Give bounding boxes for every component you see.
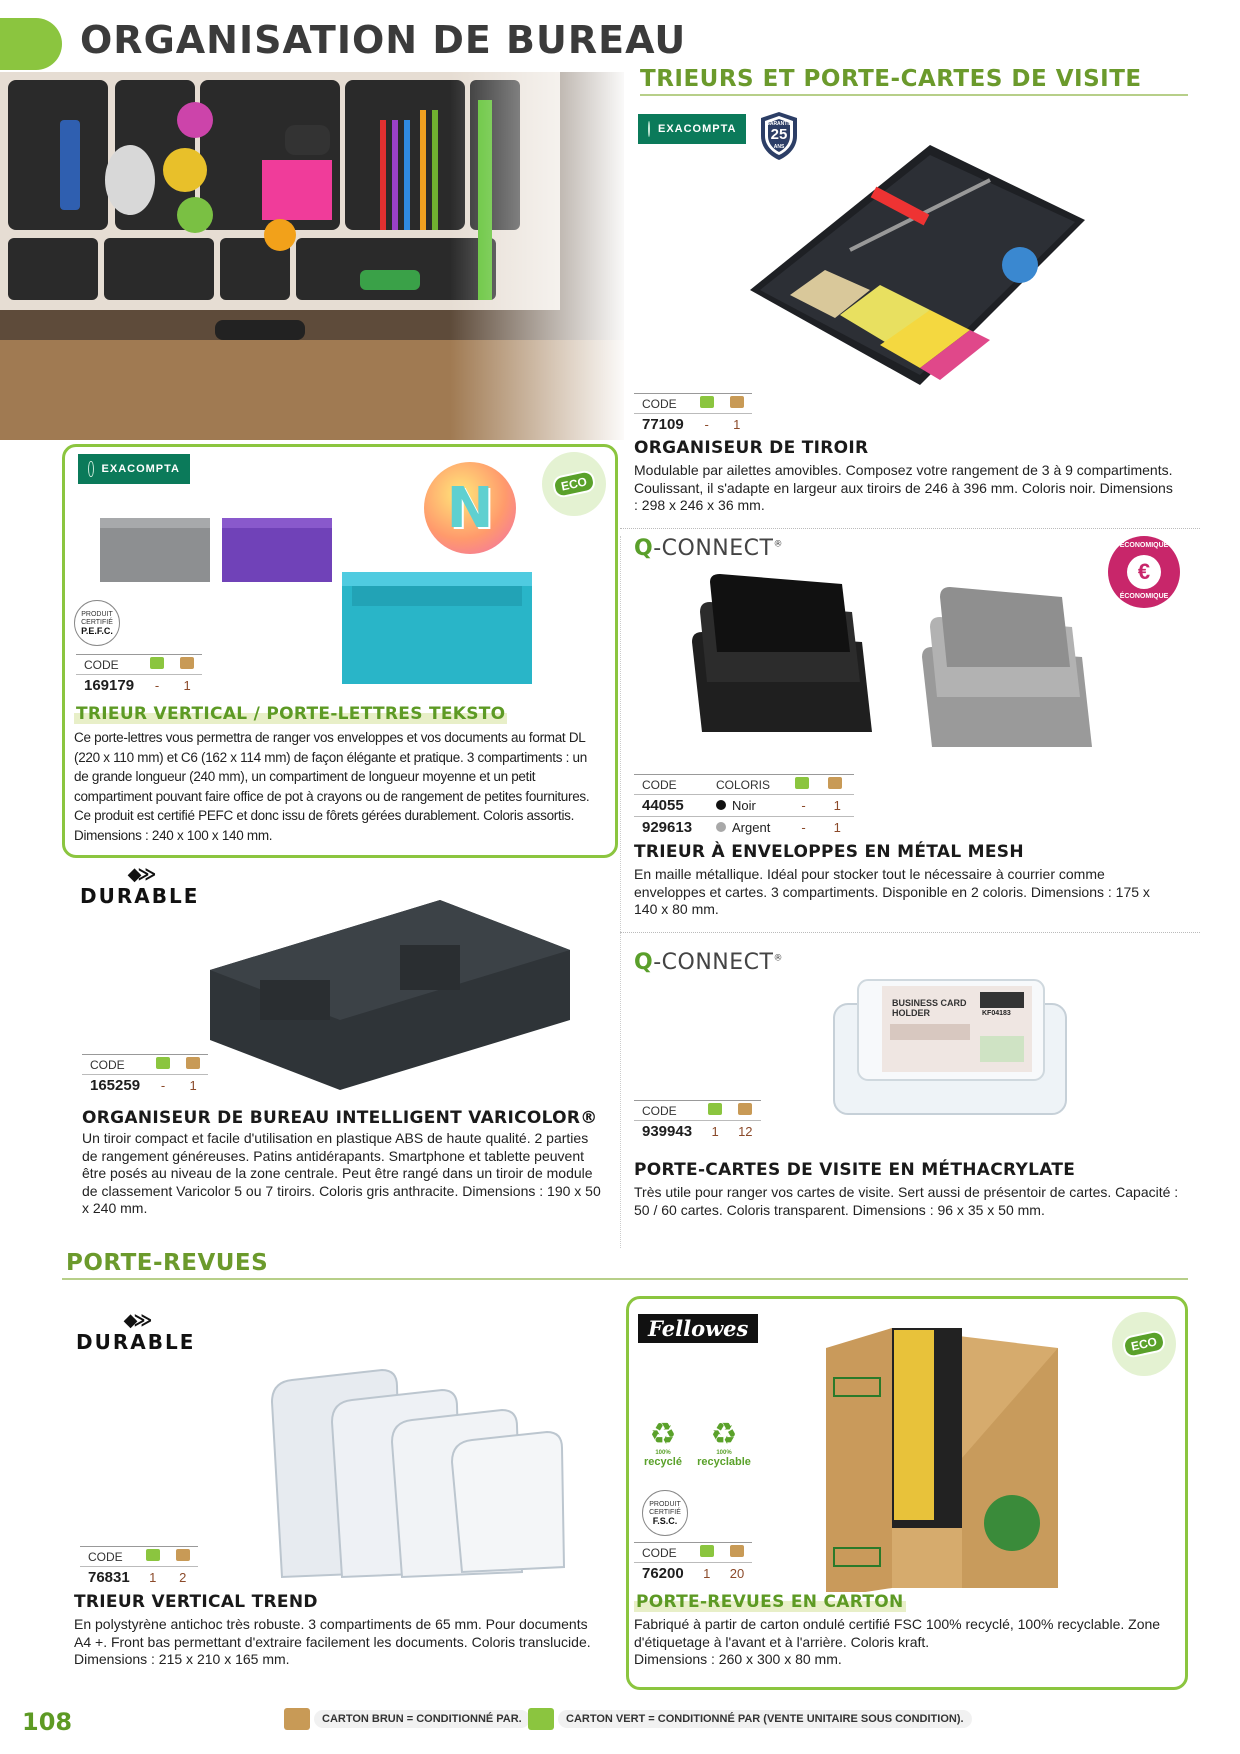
- recyclable-label: recyclable: [697, 1456, 751, 1468]
- pefc-line2: CERTIFIÉ: [81, 619, 113, 626]
- table-row: [634, 817, 854, 839]
- recycled-pct: 100%: [655, 1450, 671, 1456]
- qty-brown: 1: [178, 1075, 208, 1097]
- qconnect-logo: Q-CONNECT®: [634, 536, 783, 561]
- product-code: 929613: [634, 817, 708, 839]
- qty-green: -: [148, 1075, 178, 1097]
- carton-vert-icon: [700, 1545, 714, 1557]
- section-rule-porte-revues: [62, 1278, 1188, 1280]
- carton-vert-icon: [700, 396, 714, 408]
- qconnect-text: -CONNECT: [653, 536, 774, 561]
- coloris-value: Argent: [732, 820, 771, 835]
- card-holder-line2: HOLDER: [892, 1008, 930, 1018]
- product-code: 165259: [82, 1075, 148, 1097]
- section-rule-trieurs: [640, 94, 1188, 96]
- carton-vert-icon: [156, 1057, 170, 1069]
- recycle-icon: ♻: [710, 1418, 738, 1451]
- table-row: [634, 795, 854, 817]
- page-title: ORGANISATION DE BUREAU: [80, 18, 687, 62]
- product-code: 76200: [634, 1563, 692, 1585]
- fsc-line1: PRODUIT: [649, 1501, 681, 1508]
- carton-brun-icon: [186, 1057, 200, 1069]
- code-header: CODE: [76, 655, 142, 675]
- card-holder-label: [892, 998, 967, 1018]
- product-image-carton: [822, 1318, 1062, 1598]
- qty-green: -: [692, 414, 722, 436]
- product-title-trend: TRIEUR VERTICAL TREND: [74, 1592, 318, 1612]
- product-image-trend: [262, 1362, 572, 1582]
- guarantee-top-text: GARANTIE: [765, 121, 793, 127]
- qty-green: -: [142, 675, 172, 697]
- carton-vert-icon: [528, 1708, 554, 1730]
- product-title-varicolor: ORGANISEUR DE BUREAU INTELLIGENT VARICOLOR®: [82, 1108, 598, 1128]
- qty-brown: 1: [722, 414, 752, 436]
- code-table-mesh: [634, 774, 854, 838]
- exacompta-logo: [78, 454, 190, 484]
- section-title-trieurs: TRIEURS ET PORTE-CARTES DE VISITE: [640, 66, 1142, 92]
- page-number: 108: [22, 1708, 73, 1736]
- code-table-teksto: [76, 654, 202, 696]
- color-dot-icon: [716, 800, 726, 810]
- product-image-mesh: [672, 572, 1122, 752]
- product-code: 77109: [634, 414, 692, 436]
- carton-vert-icon: [146, 1549, 160, 1561]
- qty-green: -: [787, 817, 821, 839]
- recyclable-badge: [692, 1420, 756, 1468]
- carton-brun-icon: [730, 1545, 744, 1557]
- fellowes-logo: Fellowes: [638, 1314, 758, 1343]
- carton-brun-icon: [284, 1708, 310, 1730]
- durable-label: DURABLE: [80, 884, 200, 908]
- column-separator: [620, 536, 621, 1248]
- code-table-tiroir: [634, 393, 752, 435]
- product-desc-mesh: En maille métallique. Idéal pour stocker tout le nécessaire à courrier comme enveloppes et cartes. 3 compartiments. Disponible en 2 coloris. Dimensions : 175 x 140 x 80 mm.: [634, 866, 1150, 917]
- carton-brun-icon: [828, 777, 842, 789]
- card-holder-line1: BUSINESS CARD: [892, 998, 967, 1008]
- product-code: 939943: [634, 1121, 700, 1143]
- qty-brown: 1: [172, 675, 202, 697]
- qty-brown: 12: [730, 1121, 760, 1143]
- product-title-carton: PORTE-REVUES EN CARTON: [636, 1592, 904, 1612]
- guarantee-years: 25: [770, 126, 788, 143]
- qty-brown: 2: [168, 1567, 198, 1589]
- separator: [620, 528, 1200, 529]
- new-badge-letter: N: [446, 475, 494, 541]
- product-title-mesh: TRIEUR À ENVELOPPES EN MÉTAL MESH: [634, 842, 1024, 862]
- code-header: CODE: [80, 1547, 138, 1567]
- exacompta-label: EXACOMPTA: [658, 123, 737, 135]
- carton-vert-icon: [150, 657, 164, 669]
- durable-label: DURABLE: [76, 1330, 196, 1354]
- product-image-portecartes: [830, 974, 1070, 1134]
- footer-brown-legend: [284, 1708, 530, 1730]
- product-desc-tiroir: Modulable par ailettes amovibles. Composez votre rangement de 3 à 9 compartiments. Coulissant, il s'adapte en largeur aux tiroirs de 246 à 396 mm. Coloris noir. Dimensions : 298 x 246 x 36 mm.: [634, 462, 1173, 513]
- product-image-varicolor: [200, 890, 580, 1090]
- code-header: CODE: [634, 1543, 692, 1563]
- eco-label: ECO: [551, 469, 597, 499]
- product-code: 44055: [634, 795, 708, 817]
- section-title-porte-revues: PORTE-REVUES: [66, 1250, 269, 1276]
- pefc-line1: PRODUIT: [81, 611, 113, 618]
- code-header: CODE: [634, 394, 692, 414]
- code-table-carton: [634, 1542, 752, 1584]
- recycled-label: recyclé: [644, 1456, 682, 1468]
- hero-fade: [450, 70, 630, 440]
- card-holder-code: KF04183: [982, 1010, 1011, 1017]
- eco-badge: [542, 452, 606, 516]
- carton-vert-icon: [708, 1103, 722, 1115]
- product-image-organiseur-tiroir: [730, 140, 1090, 390]
- product-title-teksto: TRIEUR VERTICAL / PORTE-LETTRES TEKSTO: [76, 704, 506, 724]
- recycle-icon: ♻: [649, 1418, 677, 1451]
- eco-badge: [1112, 1312, 1176, 1376]
- product-title-portecartes: PORTE-CARTES DE VISITE EN MÉTHACRYLATE: [634, 1160, 1076, 1180]
- fsc-certified-badge: [642, 1490, 688, 1536]
- color-dot-icon: [716, 822, 726, 832]
- recyclable-pct: 100%: [716, 1450, 732, 1456]
- coloris-header: COLORIS: [708, 775, 787, 795]
- recycled-badge: [638, 1420, 688, 1468]
- durable-logo: [76, 1312, 196, 1354]
- product-code: 169179: [76, 675, 142, 697]
- qty-brown: 20: [722, 1563, 752, 1585]
- guarantee-bottom-text: ANS: [773, 144, 785, 150]
- exacompta-label: EXACOMPTA: [101, 463, 180, 475]
- qty-brown: 1: [820, 795, 854, 817]
- product-title-tiroir: ORGANISEUR DE TIROIR: [634, 438, 869, 458]
- durable-logo: [80, 866, 200, 908]
- qty-brown: 1: [820, 817, 854, 839]
- separator: [620, 932, 1200, 933]
- coloris-value: Noir: [732, 798, 756, 813]
- carton-vert-icon: [795, 777, 809, 789]
- footer-green-note: CARTON VERT = CONDITIONNÉ PAR (VENTE UNITAIRE SOUS CONDITION).: [558, 1710, 972, 1728]
- product-desc-carton: Fabriqué à partir de carton ondulé certifié FSC 100% recyclé, 100% recyclable. Zone d'étiquetage à l'avant et à l'arrière. Coloris kraft. Dimensions : 260 x 300 x 80 mm.: [634, 1616, 1161, 1667]
- carton-brun-icon: [180, 657, 194, 669]
- fsc-line3: F.S.C.: [652, 1516, 678, 1526]
- pefc-certified-badge: [74, 600, 120, 646]
- product-desc-teksto: Ce porte-lettres vous permettra de ranger vos enveloppes et vos documents au format DL (220 x 110 mm) et C6 (162 x 114 mm) de façon élégante et pratique. 3 compartiments : un de grande longueur (240 mm), un compartiment de longueur moyenne et un petit compartiment pouvant faire office de pot à crayons ou de rangement de petites fournitures. Ce produit est certifié PEFC et donc issu de fôrets gérées durablement. Coloris assortis. Dimensions : 240 x 100 x 140 mm.: [74, 730, 590, 843]
- code-header: CODE: [82, 1055, 148, 1075]
- carton-brun-icon: [176, 1549, 190, 1561]
- product-code: 76831: [80, 1567, 138, 1589]
- durable-chevron-icon: ◆≫: [123, 1310, 149, 1331]
- euro-icon: €: [1127, 555, 1161, 589]
- qconnect-logo: Q-CONNECT®: [634, 950, 783, 975]
- qconnect-text: -CONNECT: [653, 950, 774, 975]
- code-header: CODE: [634, 775, 708, 795]
- code-table-trend: [80, 1546, 198, 1588]
- qty-green: 1: [692, 1563, 722, 1585]
- exacompta-leaf-icon: [648, 121, 650, 137]
- title-accent-pill: [0, 18, 62, 70]
- carton-brun-icon: [730, 396, 744, 408]
- economique-bottom: ÉCONOMIQUE: [1119, 593, 1169, 600]
- eco-label: ECO: [1121, 1329, 1167, 1359]
- code-header: CODE: [634, 1101, 700, 1121]
- carton-brun-icon: [738, 1103, 752, 1115]
- qconnect-q: Q: [634, 950, 654, 975]
- code-table-portecartes: [634, 1100, 761, 1142]
- fsc-line2: CERTIFIÉ: [649, 1509, 681, 1516]
- economique-top: ÉCONOMIQUE: [1119, 542, 1169, 549]
- footer-green-legend: [528, 1708, 972, 1730]
- qty-green: -: [787, 795, 821, 817]
- qty-green: 1: [700, 1121, 730, 1143]
- product-desc-varicolor: Un tiroir compact et facile d'utilisation en plastique ABS de haute qualité. 2 parties de rangement généreuses. Patins antidérapants. Smartphone et tablette peuvent être posés au niveau de la zone centrale. Peut être rangé dans un tiroir de module de classement Varicolor 5 ou 7 tiroirs. Coloris gris anthracite. Dimensions : 190 x 50 x 240 mm.: [82, 1130, 601, 1216]
- exacompta-leaf-icon: [88, 461, 94, 477]
- product-desc-portecartes: Très utile pour ranger vos cartes de visite. Sert aussi de présentoir de cartes. Capacité : 50 / 60 cartes. Coloris transparent. Dimensions : 96 x 35 x 50 mm.: [634, 1184, 1179, 1218]
- durable-chevron-icon: ◆≫: [127, 864, 153, 885]
- code-table-varicolor: [82, 1054, 208, 1096]
- pefc-line3: P.E.F.C.: [81, 626, 113, 636]
- footer-brown-note: CARTON BRUN = CONDITIONNÉ PAR.: [314, 1710, 530, 1728]
- qconnect-q: Q: [634, 536, 654, 561]
- qty-green: 1: [138, 1567, 168, 1589]
- product-desc-trend: En polystyrène antichoc très robuste. 3 compartiments de 65 mm. Pour documents A4 +. Front bas permettant d'extraire facilement les documents. Coloris translucide. Dimensions : 215 x 210 x 165 mm.: [74, 1616, 591, 1667]
